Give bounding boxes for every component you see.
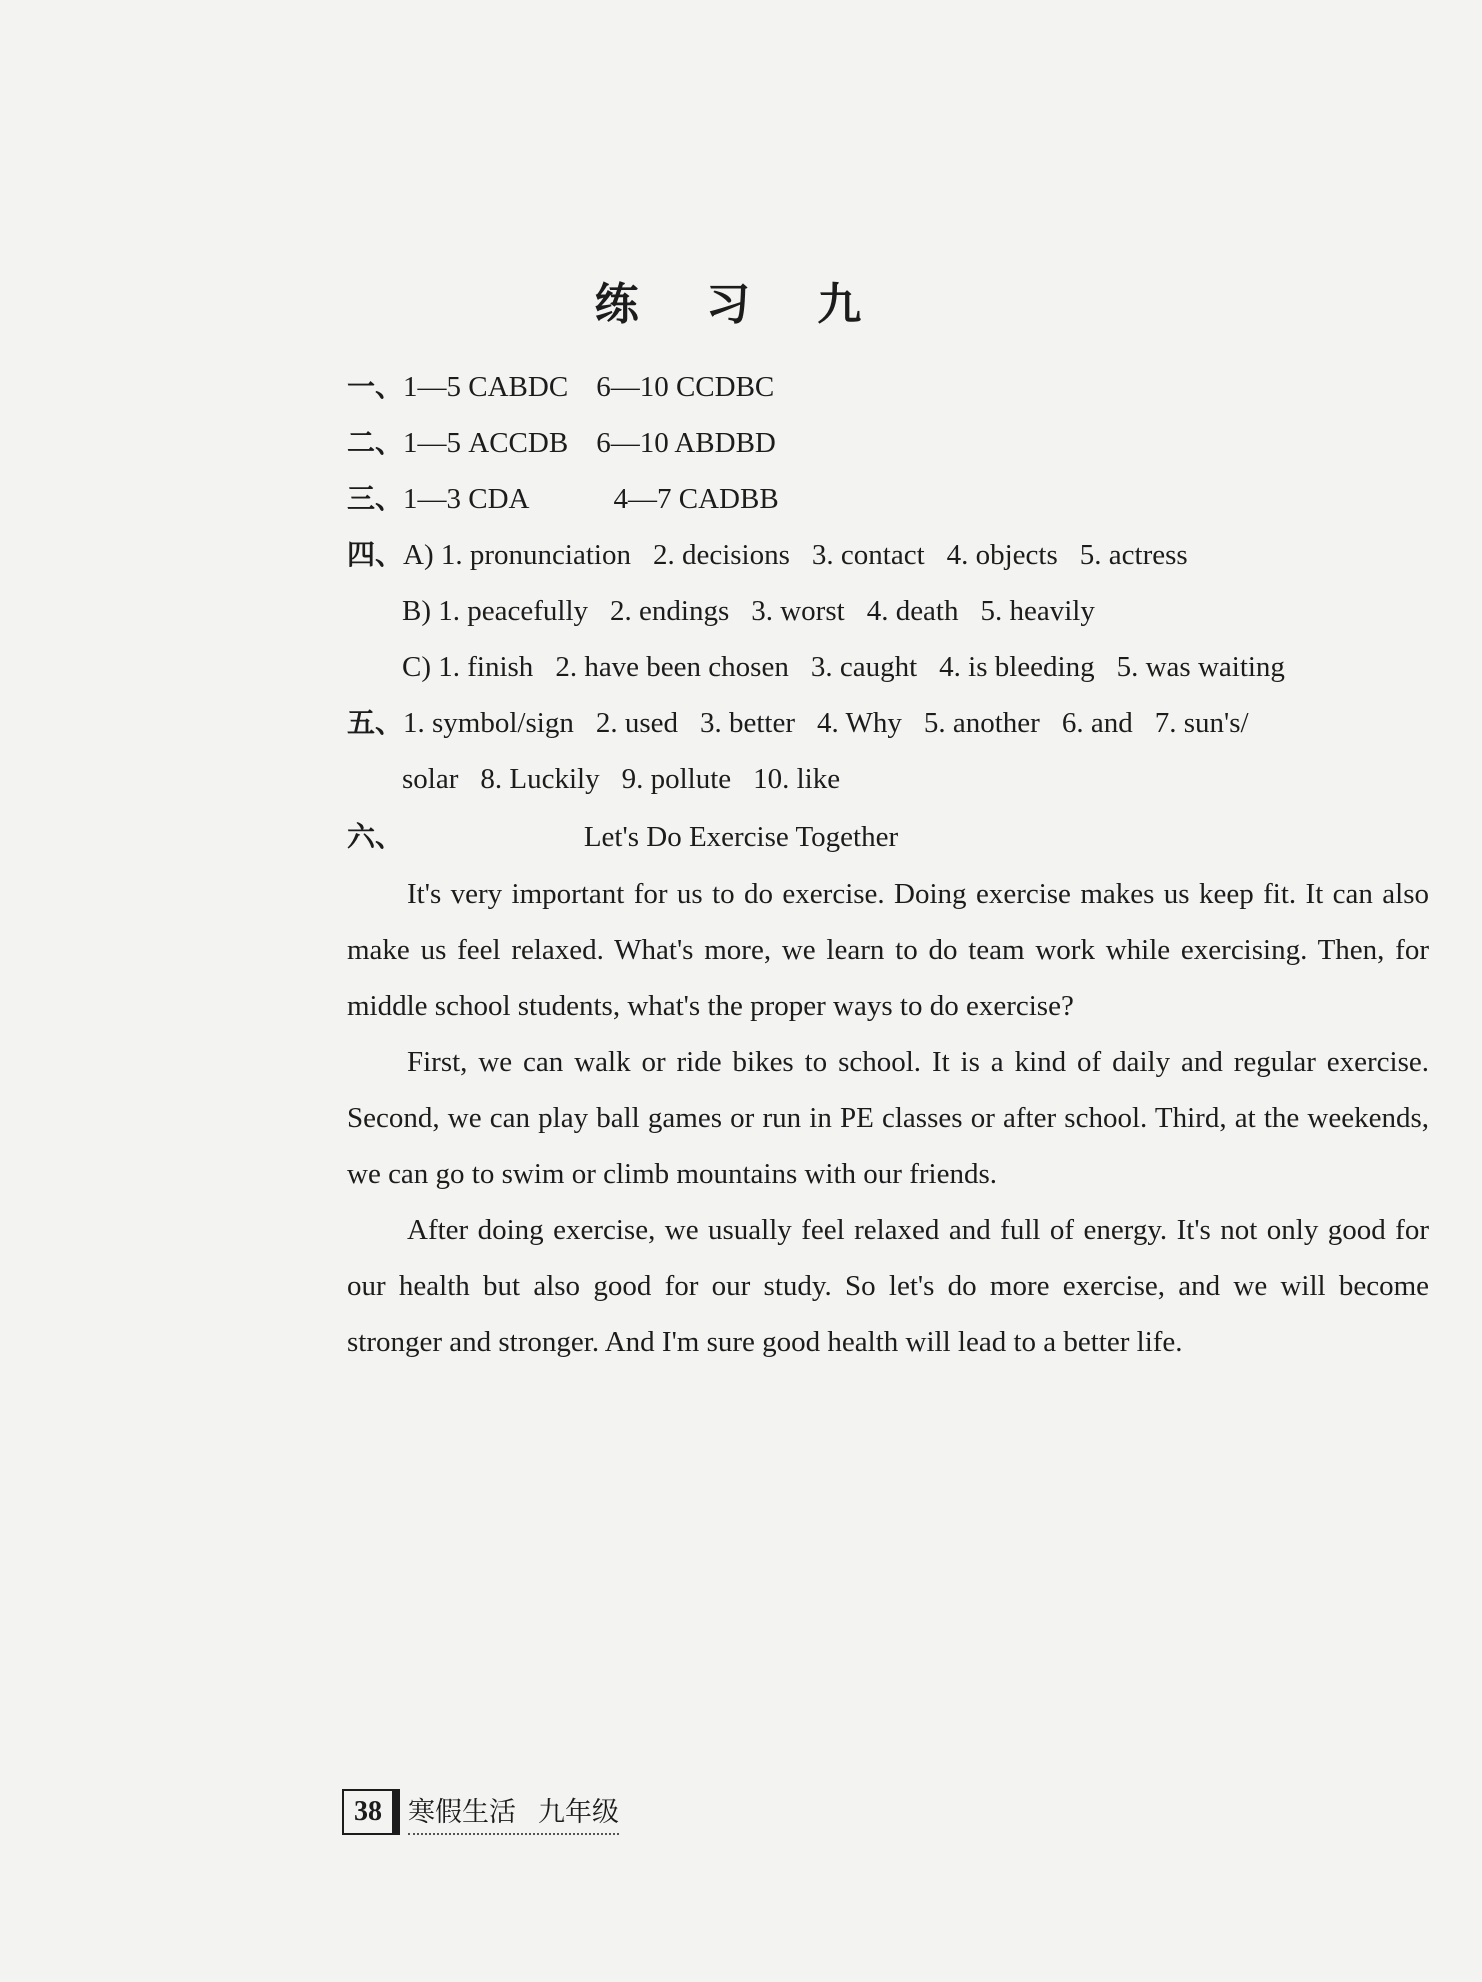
essay-paragraph: It's very important for us to do exercise. Doing exercise makes us keep fit. It can also make us feel relaxed. What's more, we learn to do team work while exercising. Then, for middle school students, what's the proper ways to do exercise? bbox=[347, 878, 1429, 1022]
part-label: B) bbox=[402, 595, 431, 627]
section-3 bbox=[347, 482, 779, 515]
section-2 bbox=[347, 426, 776, 459]
answer-item: 1. peacefully bbox=[438, 595, 589, 627]
section-4-part-c bbox=[402, 653, 1285, 682]
section-mark: 四、 bbox=[347, 538, 404, 571]
answer-item: 5. actress bbox=[1079, 539, 1188, 571]
page-number-bar bbox=[394, 1789, 400, 1835]
answer-item: 4. death bbox=[866, 595, 959, 627]
answer-item: 9. pollute bbox=[621, 763, 732, 795]
answer-item: 2. have been chosen bbox=[555, 651, 789, 683]
answer-item: 1. pronunciation bbox=[440, 539, 631, 571]
grade-label: 九年级 bbox=[538, 1796, 619, 1828]
answer-group: 1—5 ACCDB bbox=[403, 427, 569, 459]
answer-item: 3. caught bbox=[810, 651, 918, 683]
answer-item: 2. used bbox=[595, 707, 678, 739]
essay-paragraph: After doing exercise, we usually feel relaxed and full of energy. It's not only good for our health but also good for our study. So let's do more exercise, and we will become stronger and stronger. And I'm sure good health will lead to a better life. bbox=[347, 1214, 1429, 1358]
answer-item: 5. another bbox=[923, 707, 1040, 739]
answer-item: solar bbox=[402, 763, 459, 795]
section-mark: 二、 bbox=[347, 426, 404, 459]
part-label: A) bbox=[403, 539, 434, 571]
answer-item: 10. like bbox=[753, 763, 841, 795]
answer-group: 6—10 CCDBC bbox=[596, 371, 775, 403]
section-5-line-2 bbox=[402, 765, 840, 794]
answer-group: 1—5 CABDC bbox=[403, 371, 569, 403]
essay-paragraph: First, we can walk or ride bikes to school. It is a kind of daily and regular exercise. Second, we can play ball games or run in PE classes or after school. Third, at the weekends, we can go to swim or climb mountains with our friends. bbox=[347, 1046, 1429, 1190]
answer-item: 1. symbol/sign bbox=[403, 707, 574, 739]
page-number: 38 bbox=[342, 1789, 394, 1835]
section-5-line-1 bbox=[347, 706, 1249, 739]
book-title bbox=[408, 1790, 619, 1835]
page-title: 练 习 九 bbox=[594, 279, 888, 330]
answer-item: 3. worst bbox=[751, 595, 845, 627]
section-mark: 三、 bbox=[347, 482, 404, 515]
part-label: C) bbox=[402, 651, 431, 683]
answer-group: 4—7 CADBB bbox=[613, 483, 779, 515]
section-mark: 六、 bbox=[347, 820, 404, 853]
answer-item: 5. was waiting bbox=[1116, 651, 1285, 683]
section-4-part-b bbox=[402, 597, 1095, 626]
answer-item: 4. Why bbox=[817, 707, 902, 739]
section-mark: 五、 bbox=[347, 706, 404, 739]
answer-item: 2. endings bbox=[610, 595, 730, 627]
section-1 bbox=[347, 370, 775, 403]
answer-item: 3. contact bbox=[811, 539, 925, 571]
answer-item: 2. decisions bbox=[652, 539, 790, 571]
section-mark: 一、 bbox=[347, 370, 404, 403]
page-footer bbox=[342, 1788, 619, 1836]
answer-item: 8. Luckily bbox=[480, 763, 600, 795]
answer-item: 5. heavily bbox=[980, 595, 1095, 627]
answer-item: 7. sun's/ bbox=[1154, 707, 1249, 739]
answer-item: 6. and bbox=[1061, 707, 1133, 739]
essay-title: Let's Do Exercise Together bbox=[583, 821, 899, 853]
answer-item: 4. objects bbox=[946, 539, 1058, 571]
book-title-text: 寒假生活 bbox=[408, 1796, 516, 1828]
answer-item: 3. better bbox=[700, 707, 796, 739]
answer-item: 1. finish bbox=[438, 651, 534, 683]
answer-group: 6—10 ABDBD bbox=[596, 427, 776, 459]
section-4-part-a bbox=[347, 538, 1188, 571]
answer-group: 1—3 CDA bbox=[403, 483, 530, 515]
answer-item: 4. is bleeding bbox=[939, 651, 1095, 683]
